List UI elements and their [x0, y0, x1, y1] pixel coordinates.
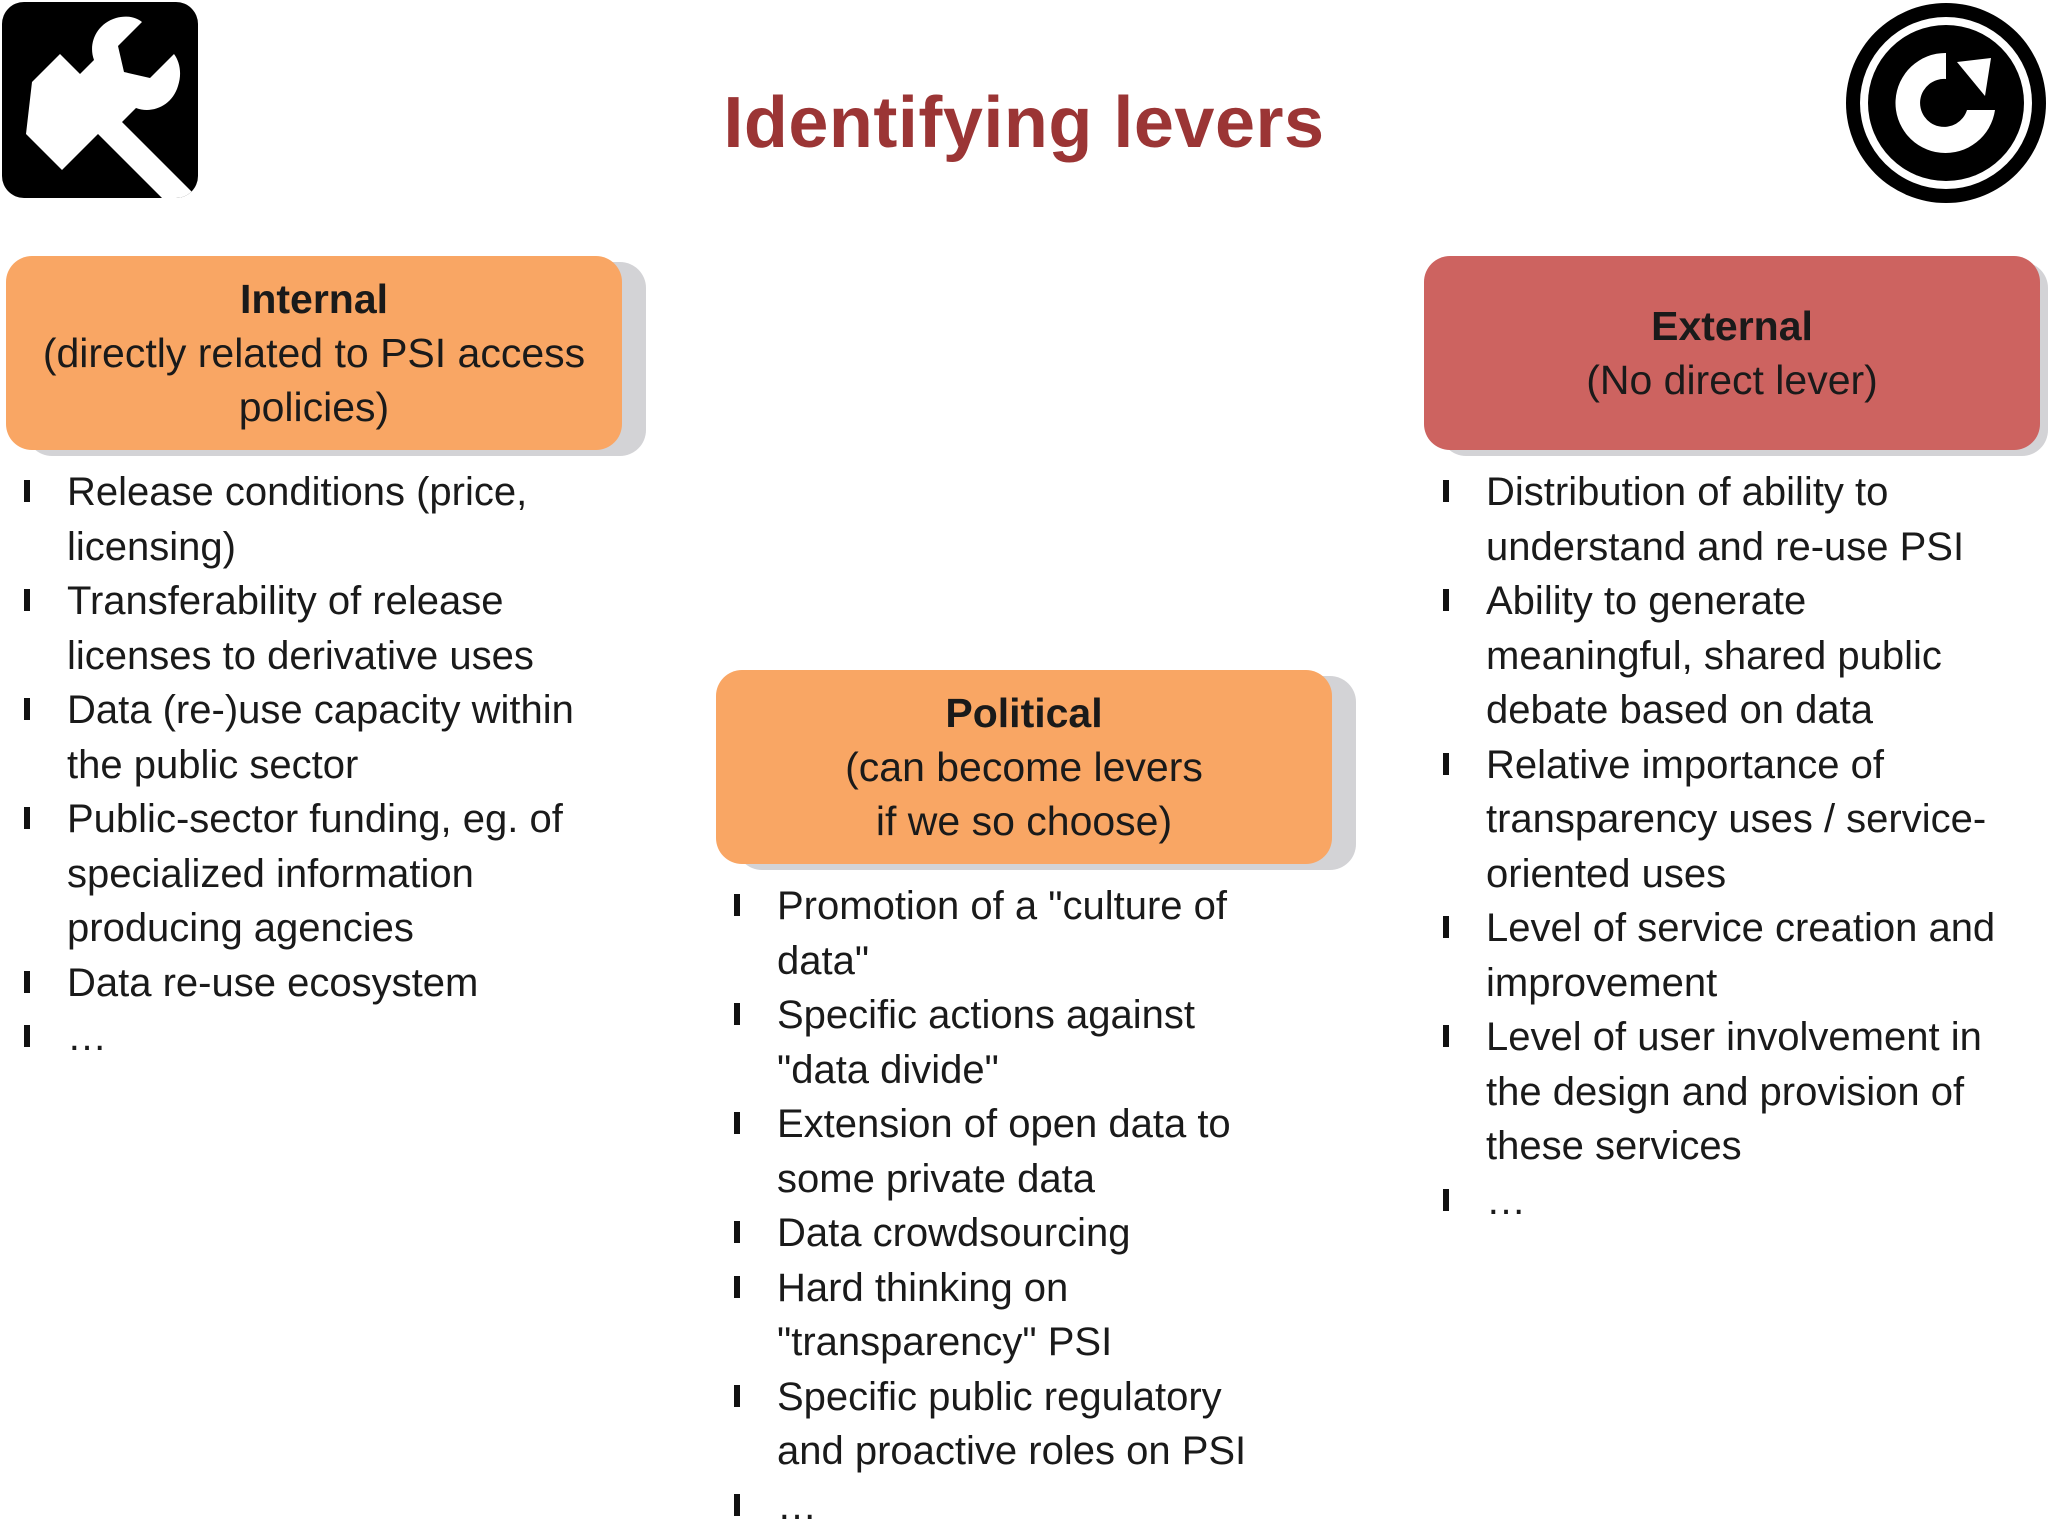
- list-item-line: Transferability of release: [67, 579, 504, 623]
- list-item-line: Promotion of a "culture of: [777, 884, 1227, 928]
- list-item-line: improvement: [1486, 960, 1718, 1005]
- bullet-icon: [1443, 1189, 1449, 1211]
- list-item-line: Specific public regulatory: [777, 1374, 1222, 1419]
- list-item-line: Extension of open data to: [777, 1102, 1231, 1146]
- political-list: [734, 879, 1334, 1533]
- bullet-icon: [1443, 1025, 1449, 1047]
- list-item: [24, 574, 624, 683]
- bullet-icon: [1443, 753, 1449, 775]
- list-item-line: Ability to generate: [1486, 579, 1807, 623]
- list-item-line: Level of service creation and: [1486, 906, 1996, 950]
- page-title: Identifying levers: [723, 83, 1325, 163]
- list-item: [1443, 574, 2043, 738]
- bullet-icon: [24, 1025, 30, 1047]
- list-item: [734, 879, 1334, 988]
- list-item-line: Data crowdsourcing: [777, 1211, 1131, 1255]
- bullet-icon: [734, 1385, 740, 1407]
- list-item-line: meaningful, shared public: [1486, 633, 1942, 678]
- bullet-icon: [1443, 589, 1449, 611]
- internal-subheading-line: (directly related to PSI access: [42, 330, 586, 376]
- list-item-line: these services: [1486, 1124, 1742, 1168]
- list-item-line: transparency uses / service-: [1486, 797, 1987, 841]
- bullet-icon: [734, 1276, 740, 1298]
- list-item: [1443, 1174, 2043, 1229]
- list-item-line: some private data: [777, 1156, 1095, 1201]
- list-item-line: …: [1486, 1178, 1526, 1223]
- list-item-line: Data re-use ecosystem: [67, 960, 479, 1005]
- list-item: [1443, 901, 2043, 1010]
- list-item-line: data": [777, 938, 870, 983]
- list-item-line: producing agencies: [67, 906, 414, 950]
- political-heading: Political: [945, 690, 1103, 736]
- bullet-icon: [734, 1003, 740, 1025]
- bullet-icon: [734, 1112, 740, 1134]
- list-item: [734, 1370, 1334, 1479]
- list-item-line: Level of user involvement in: [1486, 1015, 1982, 1059]
- internal-list: [24, 465, 624, 1065]
- list-item-line: and proactive roles on PSI: [777, 1429, 1247, 1473]
- internal-heading-box: [6, 256, 622, 450]
- political-subheading-line: (can become levers: [845, 744, 1203, 790]
- bullet-icon: [734, 1494, 740, 1516]
- list-item: [734, 1206, 1334, 1261]
- external-list: [1443, 465, 2043, 1228]
- list-item: [734, 1479, 1334, 1534]
- external-heading: External: [1651, 303, 1813, 349]
- list-item-line: "transparency" PSI: [777, 1320, 1113, 1364]
- list-item-line: Relative importance of: [1486, 742, 1884, 787]
- list-item-line: understand and re-use PSI: [1486, 524, 1965, 569]
- list-item-line: …: [67, 1015, 107, 1059]
- internal-heading: Internal: [239, 276, 389, 322]
- political-heading-box: [716, 670, 1332, 864]
- bullet-icon: [24, 971, 30, 993]
- list-item-line: Release conditions (price,: [67, 470, 528, 514]
- list-item: [1443, 465, 2043, 574]
- external-subheading-line: (No direct lever): [1586, 357, 1878, 403]
- list-item: [734, 988, 1334, 1097]
- list-item-line: licenses to derivative uses: [67, 633, 534, 678]
- list-item-line: the design and provision of: [1486, 1069, 1965, 1114]
- list-item: [24, 683, 624, 792]
- list-item: [734, 1261, 1334, 1370]
- list-item: [1443, 738, 2043, 902]
- list-item-line: Distribution of ability to: [1486, 470, 1889, 514]
- list-item-line: licensing): [67, 524, 236, 569]
- political-subheading-line: if we so choose): [875, 798, 1173, 844]
- bullet-icon: [1443, 480, 1449, 502]
- bullet-icon: [734, 894, 740, 916]
- bullet-icon: [24, 480, 30, 502]
- bullet-icon: [1443, 916, 1449, 938]
- list-item-line: oriented uses: [1486, 851, 1727, 896]
- bullet-icon: [24, 698, 30, 720]
- wrench-icon: [2, 2, 198, 198]
- list-item-line: Hard thinking on: [777, 1265, 1069, 1310]
- list-item: [24, 465, 624, 574]
- list-item-line: "data divide": [777, 1047, 999, 1092]
- list-item-line: …: [777, 1483, 817, 1528]
- list-item-line: specialized information: [67, 851, 474, 896]
- bullet-icon: [24, 807, 30, 829]
- list-item-line: debate based on data: [1486, 688, 1874, 732]
- bullet-icon: [24, 589, 30, 611]
- list-item: [1443, 1010, 2043, 1174]
- list-item: [24, 1010, 624, 1065]
- list-item: [24, 956, 624, 1011]
- bullet-icon: [734, 1221, 740, 1243]
- internal-subheading-line: policies): [238, 384, 390, 430]
- list-item-line: Public-sector funding, eg. of: [67, 797, 563, 841]
- list-item-line: Specific actions against: [777, 993, 1196, 1037]
- list-item-line: the public sector: [67, 742, 359, 787]
- list-item-line: Data (re-)use capacity within: [67, 688, 574, 732]
- circular-arrow-icon: [1845, 2, 2047, 204]
- external-heading-box: [1424, 256, 2040, 450]
- list-item: [734, 1097, 1334, 1206]
- list-item: [24, 792, 624, 956]
